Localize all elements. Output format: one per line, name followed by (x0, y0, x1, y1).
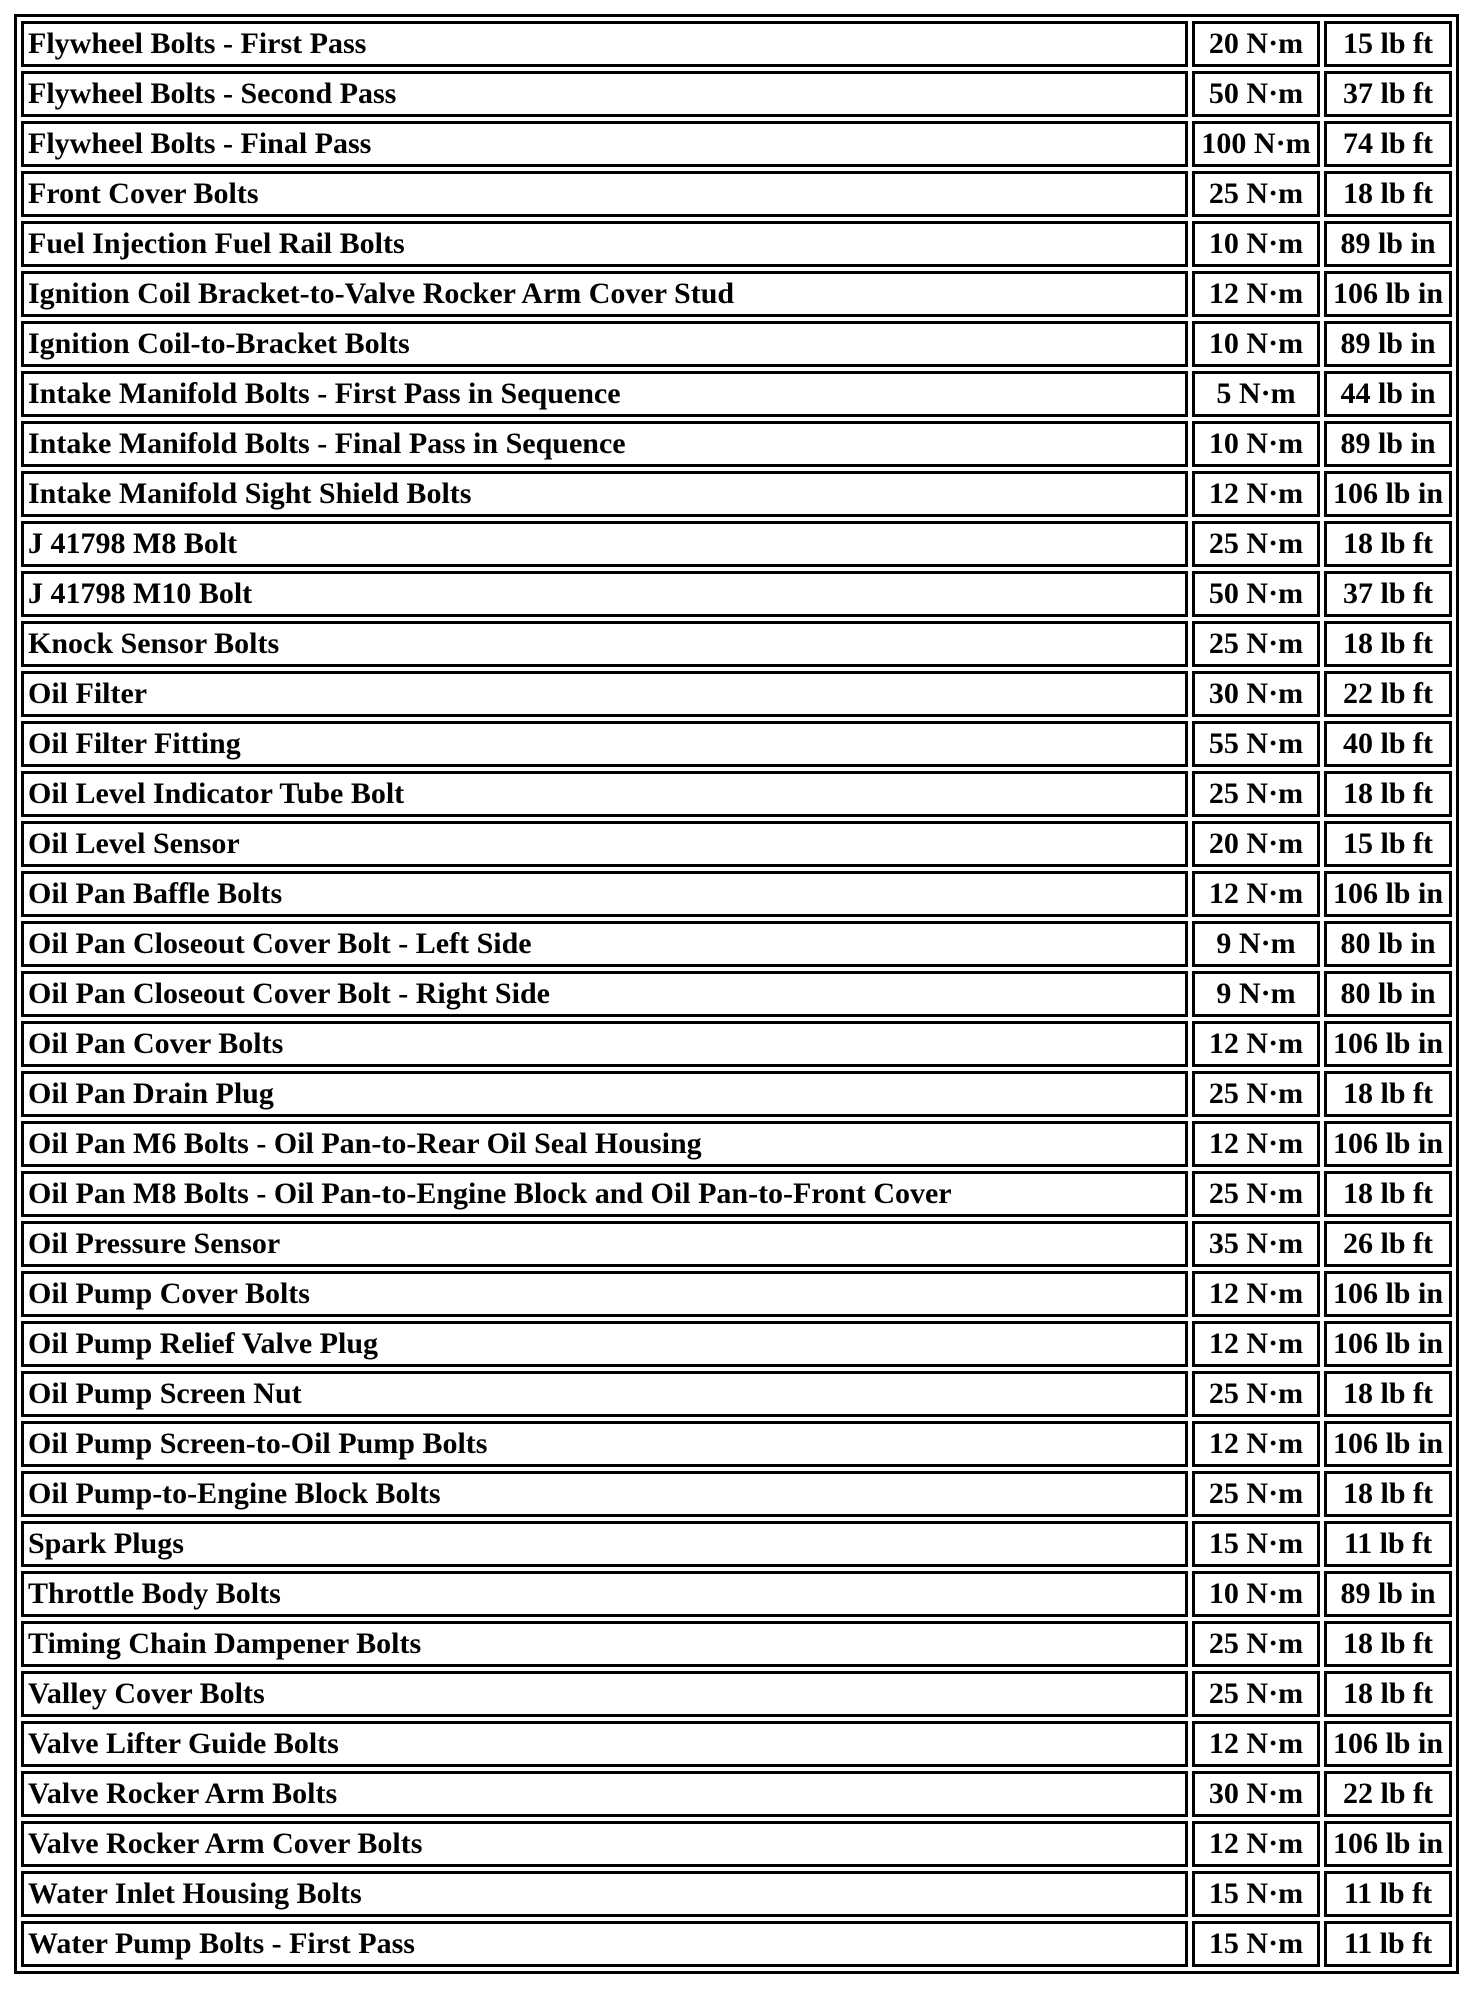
table-row (21, 1871, 1452, 1917)
english-torque-cell: 44 lb in (1324, 371, 1452, 417)
english-torque-cell: 89 lb in (1324, 321, 1452, 367)
english-torque-cell: 89 lb in (1324, 221, 1452, 267)
fastener-name-cell: Oil Filter (21, 671, 1188, 717)
table-row (21, 1421, 1452, 1467)
fastener-name-cell: Oil Pump Cover Bolts (21, 1271, 1188, 1317)
fastener-name-cell: Oil Pressure Sensor (21, 1221, 1188, 1267)
fastener-name-cell: Oil Pan Drain Plug (21, 1071, 1188, 1117)
english-torque-cell: 18 lb ft (1324, 771, 1452, 817)
table-row (21, 71, 1452, 117)
fastener-name-cell: Oil Pan Closeout Cover Bolt - Right Side (21, 971, 1188, 1017)
english-torque-cell: 18 lb ft (1324, 1671, 1452, 1717)
fastener-name-cell: Valley Cover Bolts (21, 1671, 1188, 1717)
metric-torque-cell: 50 N·m (1192, 571, 1320, 617)
fastener-name-cell: Timing Chain Dampener Bolts (21, 1621, 1188, 1667)
english-torque-cell: 106 lb in (1324, 1721, 1452, 1767)
metric-torque-cell: 25 N·m (1192, 521, 1320, 567)
table-row (21, 421, 1452, 467)
table-row (21, 1071, 1452, 1117)
fastener-name-cell: Ignition Coil-to-Bracket Bolts (21, 321, 1188, 367)
fastener-name-cell: Valve Lifter Guide Bolts (21, 1721, 1188, 1767)
table-row (21, 1671, 1452, 1717)
english-torque-cell: 106 lb in (1324, 1121, 1452, 1167)
fastener-name-cell: Water Inlet Housing Bolts (21, 1871, 1188, 1917)
english-torque-cell: 11 lb ft (1324, 1871, 1452, 1917)
metric-torque-cell: 15 N·m (1192, 1521, 1320, 1567)
metric-torque-cell: 10 N·m (1192, 221, 1320, 267)
fastener-name-cell: Oil Pan M8 Bolts - Oil Pan-to-Engine Block and Oil Pan-to-Front Cover (21, 1171, 1188, 1217)
english-torque-cell: 40 lb ft (1324, 721, 1452, 767)
fastener-name-cell: Spark Plugs (21, 1521, 1188, 1567)
table-row (21, 1171, 1452, 1217)
fastener-name-cell: J 41798 M10 Bolt (21, 571, 1188, 617)
fastener-name-cell: Fuel Injection Fuel Rail Bolts (21, 221, 1188, 267)
fastener-name-cell: Intake Manifold Bolts - Final Pass in Sequence (21, 421, 1188, 467)
english-torque-cell: 106 lb in (1324, 871, 1452, 917)
fastener-name-cell: Oil Pump Screen-to-Oil Pump Bolts (21, 1421, 1188, 1467)
table-row (21, 921, 1452, 967)
table-row (21, 321, 1452, 367)
metric-torque-cell: 9 N·m (1192, 971, 1320, 1017)
table-row (21, 971, 1452, 1017)
fastener-name-cell: J 41798 M8 Bolt (21, 521, 1188, 567)
table-row (21, 1371, 1452, 1417)
english-torque-cell: 80 lb in (1324, 921, 1452, 967)
metric-torque-cell: 9 N·m (1192, 921, 1320, 967)
metric-torque-cell: 12 N·m (1192, 1321, 1320, 1367)
metric-torque-cell: 12 N·m (1192, 271, 1320, 317)
metric-torque-cell: 12 N·m (1192, 1021, 1320, 1067)
fastener-name-cell: Flywheel Bolts - Second Pass (21, 71, 1188, 117)
table-row (21, 1771, 1452, 1817)
fastener-name-cell: Ignition Coil Bracket-to-Valve Rocker Arm Cover Stud (21, 271, 1188, 317)
metric-torque-cell: 5 N·m (1192, 371, 1320, 417)
fastener-name-cell: Oil Pan Closeout Cover Bolt - Left Side (21, 921, 1188, 967)
english-torque-cell: 80 lb in (1324, 971, 1452, 1017)
fastener-name-cell: Front Cover Bolts (21, 171, 1188, 217)
english-torque-cell: 18 lb ft (1324, 1621, 1452, 1667)
fastener-name-cell: Intake Manifold Sight Shield Bolts (21, 471, 1188, 517)
english-torque-cell: 11 lb ft (1324, 1921, 1452, 1967)
table-row (21, 1021, 1452, 1067)
table-row (21, 1471, 1452, 1517)
english-torque-cell: 89 lb in (1324, 421, 1452, 467)
fastener-name-cell: Oil Level Indicator Tube Bolt (21, 771, 1188, 817)
table-row (21, 171, 1452, 217)
table-row (21, 521, 1452, 567)
metric-torque-cell: 12 N·m (1192, 1421, 1320, 1467)
metric-torque-cell: 55 N·m (1192, 721, 1320, 767)
table-row (21, 1121, 1452, 1167)
table-row (21, 1221, 1452, 1267)
english-torque-cell: 15 lb ft (1324, 821, 1452, 867)
table-row (21, 771, 1452, 817)
metric-torque-cell: 15 N·m (1192, 1921, 1320, 1967)
english-torque-cell: 18 lb ft (1324, 1171, 1452, 1217)
table-row (21, 471, 1452, 517)
english-torque-cell: 26 lb ft (1324, 1221, 1452, 1267)
table-row (21, 1821, 1452, 1867)
metric-torque-cell: 12 N·m (1192, 1721, 1320, 1767)
table-row (21, 1721, 1452, 1767)
english-torque-cell: 18 lb ft (1324, 1371, 1452, 1417)
metric-torque-cell: 35 N·m (1192, 1221, 1320, 1267)
table-row (21, 571, 1452, 617)
fastener-name-cell: Knock Sensor Bolts (21, 621, 1188, 667)
torque-spec-table-body (21, 21, 1452, 1967)
table-row (21, 721, 1452, 767)
english-torque-cell: 15 lb ft (1324, 21, 1452, 67)
fastener-name-cell: Valve Rocker Arm Bolts (21, 1771, 1188, 1817)
table-row (21, 821, 1452, 867)
english-torque-cell: 22 lb ft (1324, 1771, 1452, 1817)
fastener-name-cell: Flywheel Bolts - First Pass (21, 21, 1188, 67)
fastener-name-cell: Oil Pump Relief Valve Plug (21, 1321, 1188, 1367)
table-row (21, 1921, 1452, 1967)
fastener-name-cell: Oil Pan Cover Bolts (21, 1021, 1188, 1067)
fastener-name-cell: Oil Pump-to-Engine Block Bolts (21, 1471, 1188, 1517)
metric-torque-cell: 20 N·m (1192, 821, 1320, 867)
metric-torque-cell: 25 N·m (1192, 171, 1320, 217)
english-torque-cell: 18 lb ft (1324, 171, 1452, 217)
english-torque-cell: 18 lb ft (1324, 1071, 1452, 1117)
table-row (21, 1271, 1452, 1317)
metric-torque-cell: 12 N·m (1192, 1271, 1320, 1317)
english-torque-cell: 106 lb in (1324, 1271, 1452, 1317)
table-row (21, 671, 1452, 717)
fastener-name-cell: Flywheel Bolts - Final Pass (21, 121, 1188, 167)
english-torque-cell: 74 lb ft (1324, 121, 1452, 167)
metric-torque-cell: 12 N·m (1192, 1821, 1320, 1867)
table-row (21, 271, 1452, 317)
metric-torque-cell: 25 N·m (1192, 771, 1320, 817)
table-row (21, 1521, 1452, 1567)
metric-torque-cell: 15 N·m (1192, 1871, 1320, 1917)
metric-torque-cell: 25 N·m (1192, 1371, 1320, 1417)
metric-torque-cell: 25 N·m (1192, 1171, 1320, 1217)
english-torque-cell: 11 lb ft (1324, 1521, 1452, 1567)
table-row (21, 871, 1452, 917)
table-row (21, 371, 1452, 417)
english-torque-cell: 106 lb in (1324, 1021, 1452, 1067)
table-row (21, 1321, 1452, 1367)
table-row (21, 121, 1452, 167)
metric-torque-cell: 10 N·m (1192, 321, 1320, 367)
metric-torque-cell: 10 N·m (1192, 421, 1320, 467)
english-torque-cell: 106 lb in (1324, 1321, 1452, 1367)
english-torque-cell: 18 lb ft (1324, 621, 1452, 667)
torque-spec-table (14, 14, 1459, 1974)
metric-torque-cell: 20 N·m (1192, 21, 1320, 67)
metric-torque-cell: 25 N·m (1192, 1671, 1320, 1717)
english-torque-cell: 89 lb in (1324, 1571, 1452, 1617)
english-torque-cell: 106 lb in (1324, 1421, 1452, 1467)
torque-spec-table-wrap (14, 14, 1457, 1974)
fastener-name-cell: Water Pump Bolts - First Pass (21, 1921, 1188, 1967)
english-torque-cell: 37 lb ft (1324, 571, 1452, 617)
metric-torque-cell: 25 N·m (1192, 1071, 1320, 1117)
metric-torque-cell: 10 N·m (1192, 1571, 1320, 1617)
fastener-name-cell: Oil Filter Fitting (21, 721, 1188, 767)
table-row (21, 621, 1452, 667)
metric-torque-cell: 50 N·m (1192, 71, 1320, 117)
english-torque-cell: 18 lb ft (1324, 521, 1452, 567)
metric-torque-cell: 30 N·m (1192, 671, 1320, 717)
metric-torque-cell: 12 N·m (1192, 1121, 1320, 1167)
metric-torque-cell: 12 N·m (1192, 471, 1320, 517)
fastener-name-cell: Oil Level Sensor (21, 821, 1188, 867)
table-row (21, 221, 1452, 267)
metric-torque-cell: 12 N·m (1192, 871, 1320, 917)
english-torque-cell: 106 lb in (1324, 471, 1452, 517)
english-torque-cell: 106 lb in (1324, 1821, 1452, 1867)
fastener-name-cell: Oil Pan Baffle Bolts (21, 871, 1188, 917)
metric-torque-cell: 25 N·m (1192, 1471, 1320, 1517)
metric-torque-cell: 30 N·m (1192, 1771, 1320, 1817)
fastener-name-cell: Intake Manifold Bolts - First Pass in Sequence (21, 371, 1188, 417)
english-torque-cell: 18 lb ft (1324, 1471, 1452, 1517)
english-torque-cell: 106 lb in (1324, 271, 1452, 317)
fastener-name-cell: Valve Rocker Arm Cover Bolts (21, 1821, 1188, 1867)
metric-torque-cell: 25 N·m (1192, 621, 1320, 667)
english-torque-cell: 37 lb ft (1324, 71, 1452, 117)
metric-torque-cell: 25 N·m (1192, 1621, 1320, 1667)
table-row (21, 21, 1452, 67)
fastener-name-cell: Oil Pan M6 Bolts - Oil Pan-to-Rear Oil Seal Housing (21, 1121, 1188, 1167)
fastener-name-cell: Oil Pump Screen Nut (21, 1371, 1188, 1417)
table-row (21, 1621, 1452, 1667)
metric-torque-cell: 100 N·m (1192, 121, 1320, 167)
table-row (21, 1571, 1452, 1617)
fastener-name-cell: Throttle Body Bolts (21, 1571, 1188, 1617)
english-torque-cell: 22 lb ft (1324, 671, 1452, 717)
